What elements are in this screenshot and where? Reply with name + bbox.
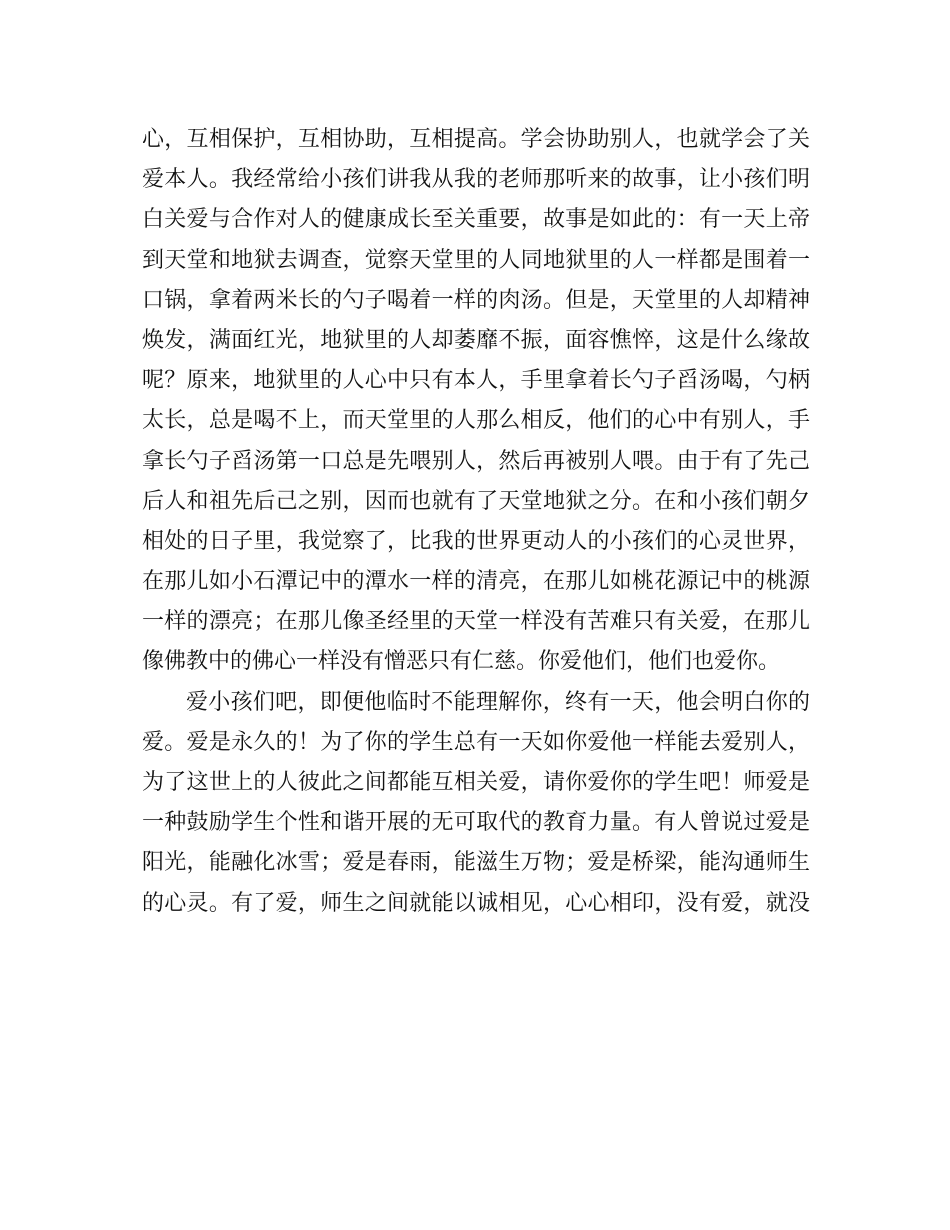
text-line: 的心灵。有了爱，师生之间就能以诚相见，心心相印，没有爱，就没 [142,890,810,916]
text-line: 后人和祖先后己之别，因而也就有了天堂地狱之分。在和小孩们朝夕 [142,488,810,514]
text-line: 爱。爱是永久的！为了你的学生总有一天如你爱他一样能去爱别人， [142,729,810,755]
text-line: 心，互相保护，互相协助，互相提高。学会协助别人，也就学会了关 [142,127,810,152]
text-line: 爱小孩们吧，即便他临时不能理解你，终有一天，他会明白你的 [186,689,810,715]
text-line: 阳光，能融化冰雪；爱是春雨，能滋生万物；爱是桥梁，能沟通师生 [142,850,810,876]
text-line: 爱本人。我经常给小孩们讲我从我的老师那听来的故事，让小孩们明 [142,167,810,193]
text-line: 拿长勺子舀汤第一口总是先喂别人，然后再被别人喂。由于有了先己 [142,448,810,474]
text-line: 太长，总是喝不上，而天堂里的人那么相反，他们的心中有别人，手 [142,408,810,434]
text-line: 相处的日子里，我觉察了，比我的世界更动人的小孩们的心灵世界， [142,528,810,554]
text-line: 一样的漂亮；在那儿像圣经里的天堂一样没有苦难只有关爱，在那儿 [142,609,810,635]
text-line: 口锅，拿着两米长的勺子喝着一样的肉汤。但是，天堂里的人却精神 [142,287,810,313]
text-line: 焕发，满面红光，地狱里的人却萎靡不振，面容憔悴，这是什么缘故 [142,327,810,353]
text-line: 一种鼓励学生个性和谐开展的无可取代的教育力量。有人曾说过爱是 [142,810,810,836]
text-line: 到天堂和地狱去调查，觉察天堂里的人同地狱里的人一样都是围着一 [142,247,810,273]
text-line: 白关爱与合作对人的健康成长至关重要，故事是如此的：有一天上帝 [142,207,810,233]
text-line: 像佛教中的佛心一样没有憎恶只有仁慈。你爱他们，他们也爱你。 [142,649,781,675]
text-line: 呢？原来，地狱里的人心中只有本人，手里拿着长勺子舀汤喝，勺柄 [142,368,810,394]
text-line: 为了这世上的人彼此之间都能互相关爱，请你爱你的学生吧！师爱是 [142,770,810,795]
text-line: 在那儿如小石潭记中的潭水一样的清亮，在那儿如桃花源记中的桃源 [142,569,810,595]
body-text [142,120,810,924]
